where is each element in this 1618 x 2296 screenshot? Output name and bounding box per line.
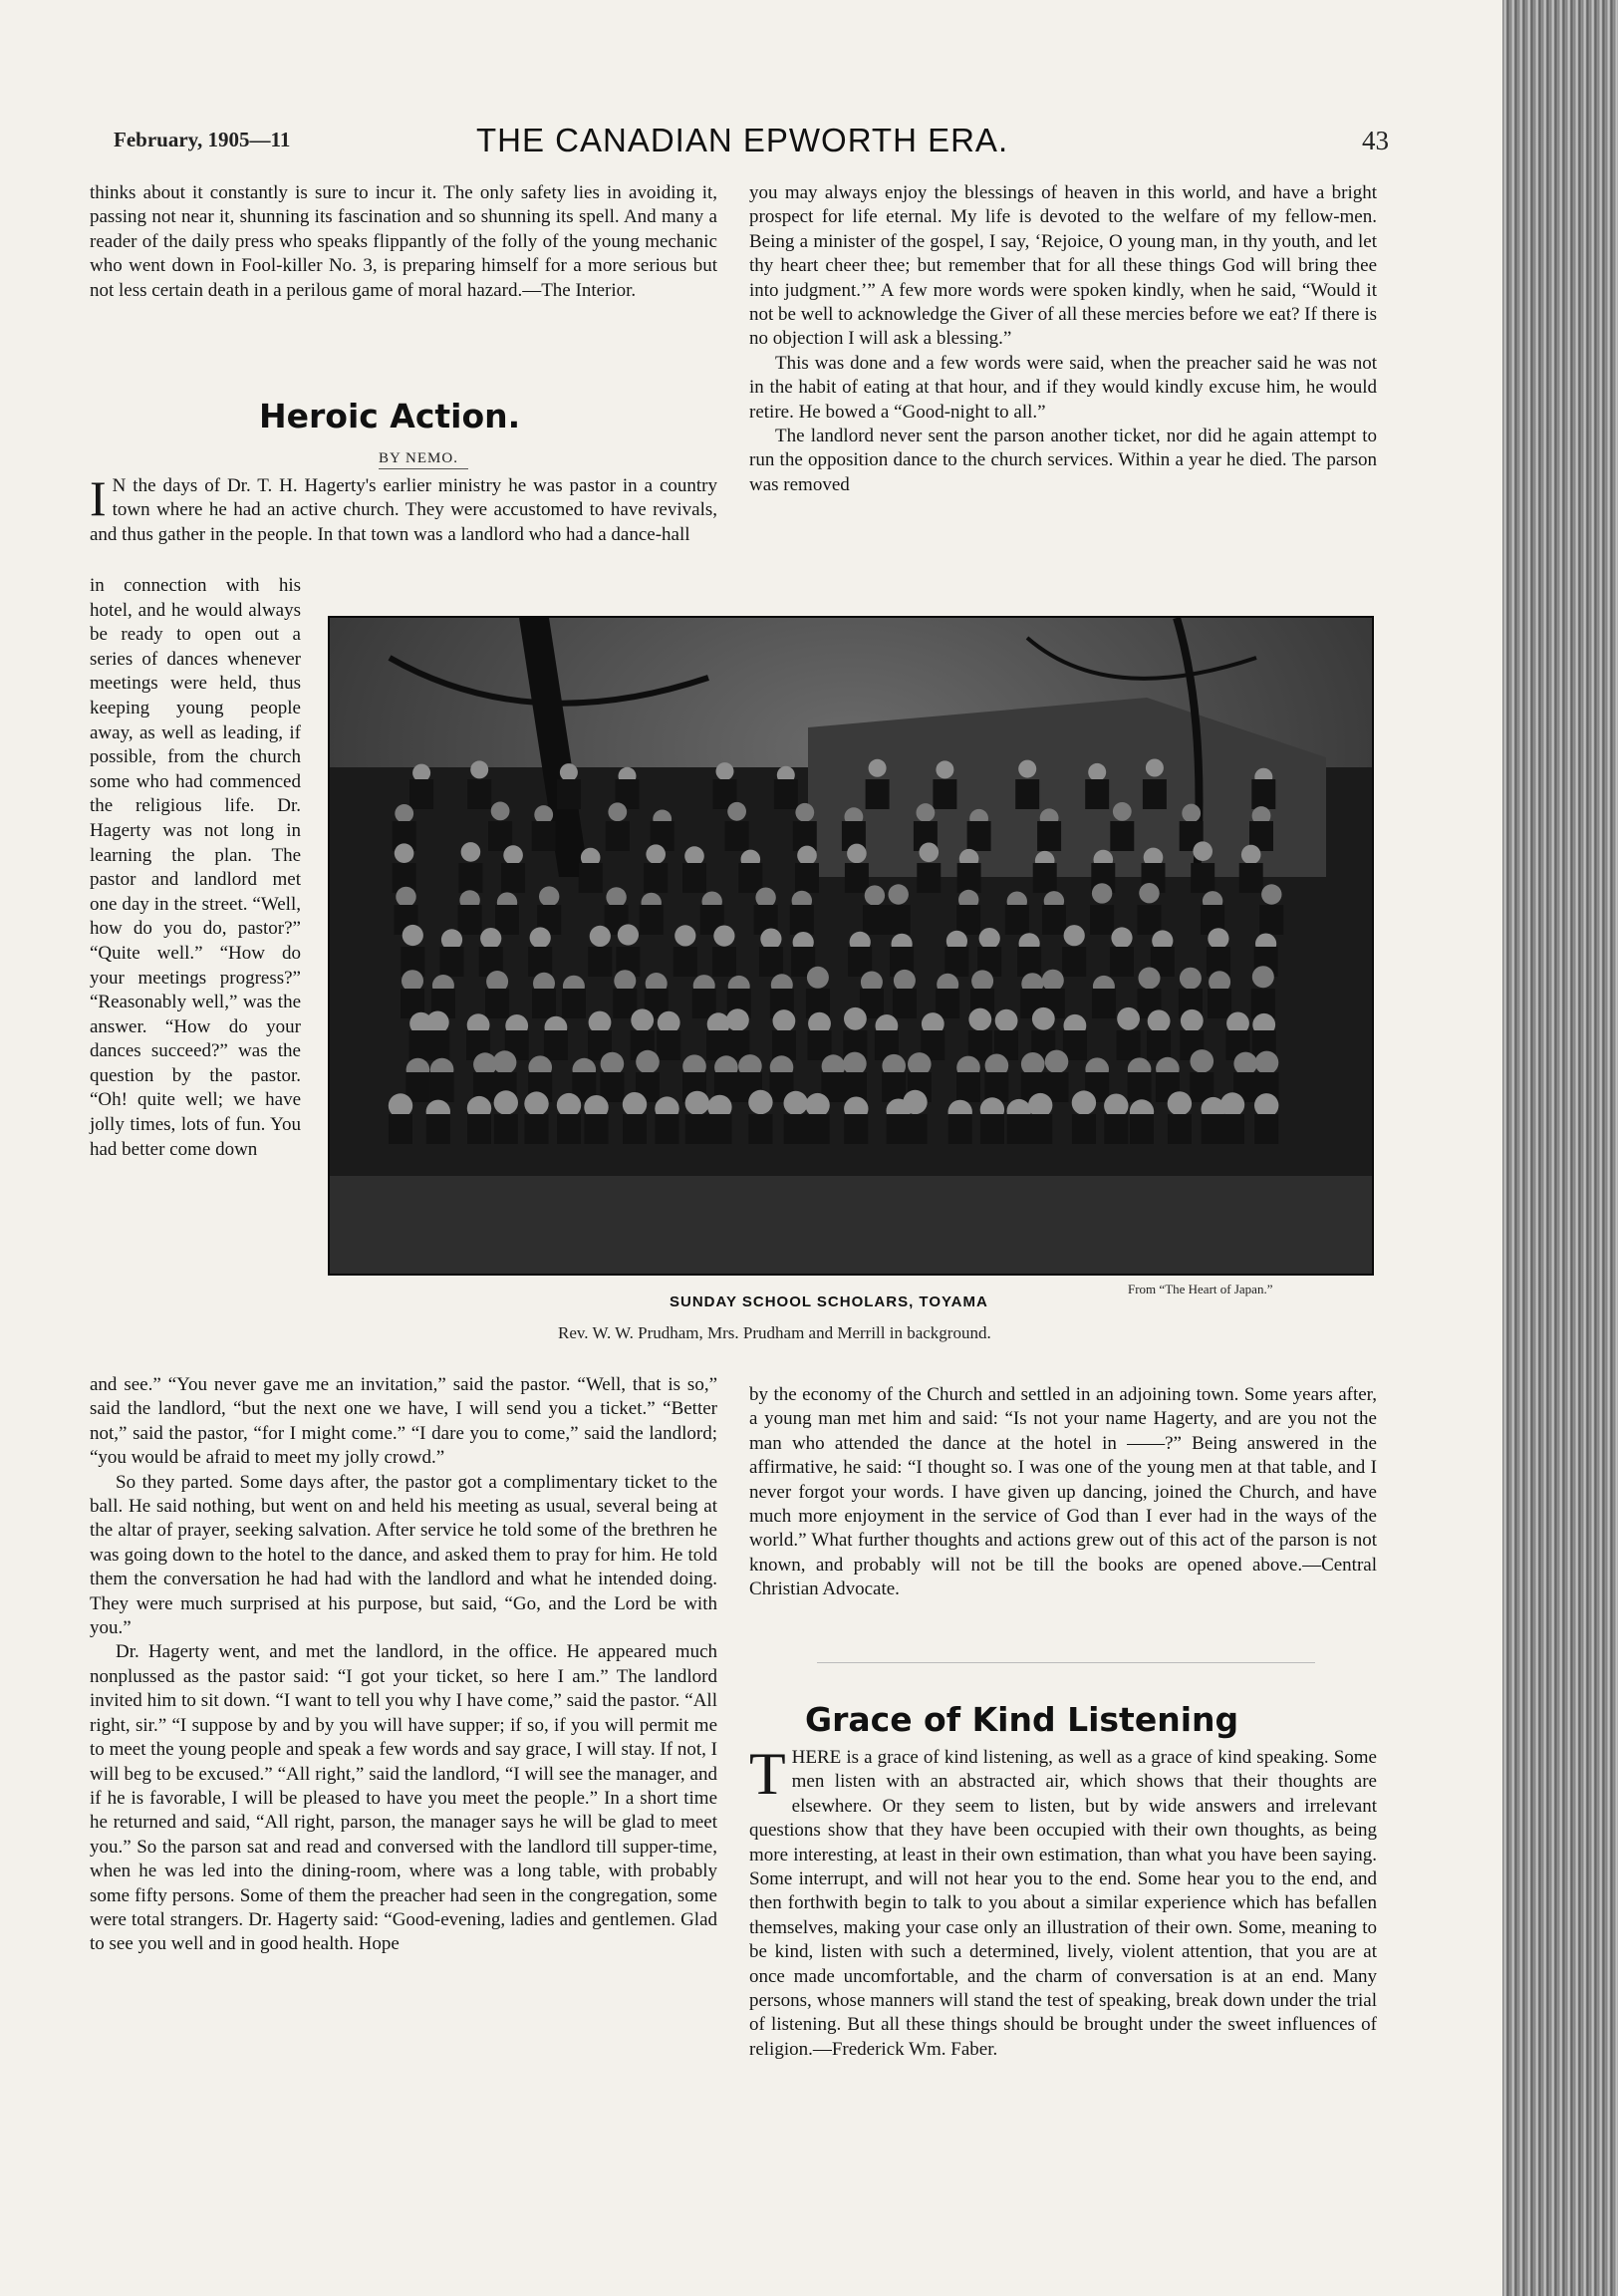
article-byline: BY NEMO. — [379, 450, 458, 466]
book-page-edges — [1502, 0, 1618, 2296]
group-photo-illustration — [330, 618, 1372, 1274]
paragraph-2: So they parted. Some days after, the pastor got a complimentary ticket to the ball. He said nothing, but went on and held his meeting as usual, several being at the altar of prayer, seeking salvation. After service he told some of the brethren he was going down to the hotel to the dance, and asked them to pray for him. He told them the conversation he had had with the landlord and what he intended doing. They were much surprised at his purpose, but said, “Go, and the Lord be with you.” — [90, 1471, 717, 1639]
paragraph-3: Dr. Hagerty went, and met the landlord, in the office. He appeared much nonplussed as the pastor said: “I got your ticket, so here I am.” The landlord invited him to sit down. “I want to tell you why I have come,” said the pastor. “All right, sir.” “I suppose by and by you will have supper; if so, if you will permit me to meet the young people and speak a few words and say grace, I will stay. If not, I will beg to be excused.” “All right,” said the landlord, “I will see the manager, and if he is favorable, I will be pleased to have you meet the people.” In a short time he returned and said, “All right, parson, the manager says he will be glad to meet you.” So the parson sat and read and conversed with the landlord till supper-time, when he was led into the dining-room, where was a long table, with probably some fifty persons. Some of them the preacher had seen in the congregation, some were total strangers. Dr. Hagerty said: “Good-evening, ladies and gentlemen. Glad to see you well and in good health. Hope — [90, 1641, 717, 1955]
article-heading-heroic-action: Heroic Action. — [259, 397, 521, 435]
article-left-continuation — [90, 1373, 717, 1957]
publication-title: THE CANADIAN EPWORTH ERA. — [476, 122, 1009, 158]
article-right-bottom — [749, 1383, 1377, 1602]
article-narrow-column — [90, 574, 301, 1162]
right-bottom-paragraph: by the economy of the Church and settled in an adjoining town. Some years after, a young man met him and said: “Is not your name Hagerty, and are you not the man who attended the dance at the hotel in ——?” Being answered in the affirmative, he said: “I thought so. I was one of the young men at that table, and I never forgot your words. I have given up dancing, joined the Church, and have much more enjoyment in the service of God than I ever had in the ways of the world.” What further thoughts and actions grew out of this act of the parson is not known, and probably will not be till the books are opened above.—Central Christian Advocate. — [749, 1384, 1377, 1600]
paragraph-1-continued: and see.” “You never gave me an invitation,” said the pastor. “Well, that is so,” said the landlord, “but the next one we have, I will send you a ticket.” “Better not,” said the pastor, “for I might come.” “I dare you to come,” said the landlord; “you would be afraid to meet my jolly crowd.” — [90, 1374, 717, 1469]
photo-credit: From “The Heart of Japan.” — [1128, 1282, 1273, 1296]
issue-date: February, 1905—11 — [114, 128, 291, 151]
article-opening — [90, 470, 717, 547]
article-grace-body — [749, 1741, 1377, 2062]
group-photo — [328, 616, 1374, 1276]
drop-cap-i: I — [90, 470, 107, 526]
page-header — [114, 122, 1389, 161]
right-paragraph-1: you may always enjoy the blessings of heaven in this world, and have a bright prospect for life eternal. My life is devoted to the welfare of my fellow-men. Being a minister of the gospel, I say, ‘Rejoice, O young man, in thy youth, and let thy heart cheer thee; but remember that for all these things God will bring thee into judgment.’” A few more words were spoken kindly, when he said, “Would it not be well to acknowledge the Giver of all these mercies before we eat? If there is no objection I will ask a blessing.” — [749, 182, 1377, 350]
photo-subcaption: Rev. W. W. Prudham, Mrs. Prudham and Merrill in background. — [558, 1323, 991, 1342]
article-right-top — [749, 181, 1377, 497]
drop-cap-t: T — [749, 1741, 786, 1807]
page-number: 43 — [1362, 126, 1389, 155]
opening-paragraph: I N the days of Dr. T. H. Hagerty's earlier ministry he was pastor in a country town where he had an active church. They were accustomed to have revivals, and thus gather in the people. In that town was a landlord who had a dance-hall — [90, 470, 717, 545]
section-rule — [817, 1662, 1315, 1663]
article-heading-grace-of-kind-listening: Grace of Kind Listening — [805, 1700, 1239, 1739]
byline-rule — [379, 468, 468, 469]
right-paragraph-2: This was done and a few words were said, when the preacher said he was not in the habit of eating at that hour, and if they would kindly excuse him, he would retire. He bowed a “Good-night to all.” — [749, 352, 1377, 423]
right-paragraph-3: The landlord never sent the parson another ticket, nor did he again attempt to run the opposition dance to the church services. Within a year he died. The parson was removed — [749, 426, 1377, 495]
grace-paragraph: THERE is a grace of kind listening, as well as a grace of kind speaking. Some men listen with an abstracted air, which shows that their thoughts are elsewhere. Or they seem to listen, but by wide answers and irrelevant questions show that they have been occupied with their own thoughts, as being more interesting, at least in their own estimation, than what you have been saying. Some interrupt, and will not hear you to the end. Some hear you to the end, and then forthwith begin to talk to you about a similar experience which has befallen themselves, making your case only an illustration of their own. Some, meaning to be kind, listen with such a determined, lively, violent attention, that you are at once made uncomfortable, and the charm of conversation is at an end. Many persons, whose manners will stand the test of speaking, break down under the trial of listening. But all these things should be brought under the sweet influences of religion.—Frederick Wm. Faber. — [749, 1741, 1377, 2060]
photo-caption: SUNDAY SCHOOL SCHOLARS, TOYAMA — [670, 1293, 988, 1310]
narrow-column-text: in connection with his hotel, and he would always be ready to open out a series of dances whenever meetings were held, thus keeping young people away, as well as leading, if possible, from the church some who had commenced the religious life. Dr. Hagerty was not long in learning the plan. The pastor and landlord met one day in the street. “Well, how do you do, pastor?” “Quite well.” “How do your meetings progress?” “Reasonably well,” was the answer. “How do your dances succeed?” was the question by the pastor. “Oh! quite well; we have jolly times, lots of fun. You had better come down — [90, 575, 301, 1160]
previous-article-ending — [90, 181, 717, 303]
previous-article-text: thinks about it constantly is sure to incur it. The only safety lies in avoiding it, passing not near it, shunning its fascination and so shunning its spell. And many a reader of the daily press who speaks flippantly of the folly of the young mechanic who went down in Fool-killer No. 3, is preparing himself for a more serious but not less certain death in a perilous game of moral hazard.—The Interior. — [90, 182, 717, 301]
